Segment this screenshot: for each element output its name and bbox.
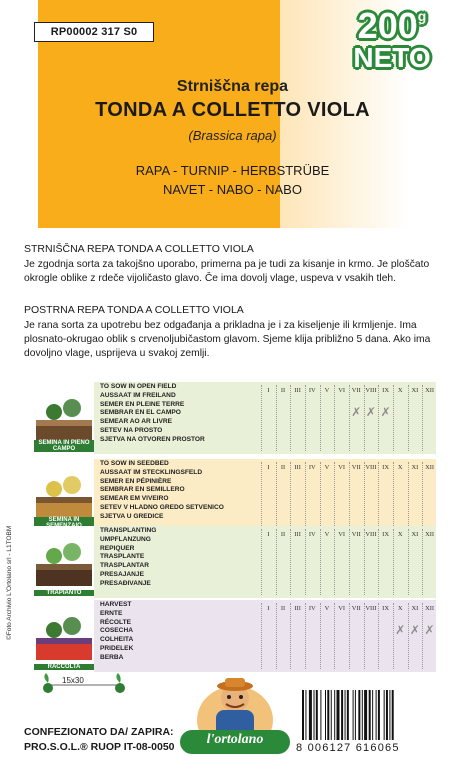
instruction-line: PRESAJANJE — [100, 570, 144, 578]
month-label: III — [294, 605, 301, 612]
month-column — [305, 462, 321, 528]
weight-badge — [322, 5, 462, 73]
instruction-line: AUSSAAT IM STECKLINGSFELD — [100, 468, 203, 476]
month-column — [276, 529, 292, 595]
month-grid — [261, 385, 437, 451]
month-column — [261, 462, 277, 528]
calendar-section-image-label: SEMINA IN PIENO CAMPO — [34, 440, 94, 452]
calendar-section-transplant — [34, 526, 436, 598]
month-column — [349, 462, 365, 528]
spacing-value: 15x30 — [62, 676, 84, 685]
month-label: VI — [338, 531, 346, 538]
latin-name: (Brassica rapa) — [188, 128, 277, 143]
month-column — [276, 385, 292, 451]
month-label: VIII — [365, 464, 377, 471]
month-column — [349, 529, 365, 595]
month-label: II — [280, 531, 286, 538]
calendar-section-instructions — [100, 383, 258, 445]
month-label: V — [324, 387, 330, 394]
instruction-line: SEMBRAR EN EL CAMPO — [100, 409, 181, 417]
month-mark-icon: ✗ — [365, 405, 376, 419]
month-grid — [261, 529, 437, 595]
month-label: V — [324, 464, 330, 471]
month-column — [364, 462, 380, 528]
month-label: X — [397, 387, 403, 394]
month-label: XI — [411, 387, 419, 394]
month-label: VII — [351, 464, 361, 471]
calendar-section-image — [34, 600, 94, 672]
instruction-line: UMPFLANZUNG — [100, 535, 151, 543]
month-column — [305, 603, 321, 669]
month-label: VII — [351, 531, 361, 538]
month-label: V — [324, 605, 330, 612]
weight-number: 200 — [357, 5, 418, 46]
month-label: IX — [382, 464, 390, 471]
packer-label: CONFEZIONATO DA/ ZAPIRA: — [24, 726, 174, 738]
description-text-hr: Je rana sorta za upotrebu bez odgađanja a prikladna je i za kiseljenje ili krmljenje. Ima plosnato-okrugao oblik s crvenoljubičastom glavom. Sjeme klija približno 5 dana. Ako ima dovoljno vlage, usprijeva u svakoj zemlji. — [24, 320, 431, 359]
month-column — [334, 603, 350, 669]
barcode-number: 8 006127 616065 — [296, 742, 400, 754]
instruction-line: SETEV NA PROSTO — [100, 426, 163, 434]
instruction-line: SEMBRAR EN SEMILLERO — [100, 486, 185, 494]
instruction-line: PRIDELEK — [100, 644, 134, 652]
barcode-image — [300, 690, 428, 742]
calendar-section-instructions — [100, 527, 258, 589]
calendar-section-image-label: TRAPIANTO — [34, 590, 94, 596]
month-label: V — [324, 531, 330, 538]
month-column — [261, 603, 277, 669]
month-column — [305, 385, 321, 451]
instruction-line: TO SOW IN SEEDBED — [100, 460, 169, 467]
product-subname: Strniščna repa — [176, 78, 289, 95]
instruction-line: SETEV V HLADNO GREDO SETVENICO — [100, 503, 224, 511]
description-heading-hr: POSTRNA REPA TONDA A COLLETTO VIOLA — [24, 304, 244, 316]
month-column — [290, 385, 306, 451]
month-label: II — [280, 387, 286, 394]
month-column — [408, 462, 424, 528]
common-names-line2: NAVET - NABO - NABO — [163, 182, 302, 197]
month-label: XI — [411, 531, 419, 538]
month-column — [334, 529, 350, 595]
month-label: VIII — [365, 387, 377, 394]
month-column — [261, 385, 277, 451]
weight-label: NETO — [353, 42, 431, 73]
month-mark-icon: ✗ — [351, 405, 362, 419]
month-label: I — [267, 605, 270, 612]
month-label: X — [397, 464, 403, 471]
month-label: VII — [351, 605, 361, 612]
common-names-line1: RAPA - TURNIP - HERBSTRÜBE — [135, 163, 330, 178]
month-label: IX — [382, 387, 390, 394]
instruction-line: TRANSPLANTING — [100, 527, 157, 534]
month-label: II — [280, 464, 286, 471]
month-label: XII — [425, 605, 435, 612]
month-label: I — [267, 387, 270, 394]
month-label: X — [397, 605, 403, 612]
month-column — [422, 529, 438, 595]
month-column — [378, 462, 394, 528]
instruction-line: SEMER EN PÉPINIÈRE — [100, 477, 172, 485]
month-label: II — [280, 605, 286, 612]
brand-logo — [180, 670, 290, 762]
month-mark-icon: ✗ — [380, 405, 391, 419]
month-label: III — [294, 387, 301, 394]
instruction-line: SEMER EN PLEINE TERRE — [100, 400, 185, 408]
month-label: VIII — [365, 531, 377, 538]
month-column — [320, 603, 336, 669]
month-column — [320, 385, 336, 451]
month-label: IV — [308, 605, 316, 612]
calendar-section-image-label: RACCOLTA — [34, 664, 94, 670]
month-mark-icon: ✗ — [424, 623, 435, 637]
month-column — [276, 603, 292, 669]
month-column — [290, 529, 306, 595]
calendar-section-instructions — [100, 601, 258, 663]
month-column — [408, 385, 424, 451]
plant-spacing-icon — [38, 670, 128, 700]
month-label: I — [267, 531, 270, 538]
calendar-section-image-label: SEMINA IN — [34, 517, 94, 529]
calendar-section-sow-bed — [34, 459, 436, 531]
calendar-section-image — [34, 382, 94, 454]
packer-code: PRO.S.O.L.® RUOP IT-08-0050 — [24, 741, 175, 753]
month-label: I — [267, 464, 270, 471]
month-label: XII — [425, 531, 435, 538]
month-label: IX — [382, 605, 390, 612]
instruction-line: PRESAĐIVANJE — [100, 579, 151, 587]
month-grid — [261, 462, 437, 528]
month-mark-icon: ✗ — [409, 623, 420, 637]
calendar-section-image — [34, 459, 94, 531]
month-mark-icon: ✗ — [395, 623, 406, 637]
month-column — [334, 385, 350, 451]
product-title: TONDA A COLLETTO VIOLA — [95, 99, 370, 121]
instruction-line: COLHEITA — [100, 636, 134, 644]
instruction-line: TRASPLANTE — [100, 553, 145, 561]
month-label: IV — [308, 387, 316, 394]
month-column — [393, 529, 409, 595]
instruction-line: BERBA — [100, 653, 124, 661]
month-column — [290, 462, 306, 528]
month-grid — [261, 603, 437, 669]
photo-credit: ©Foto Archivio L'Ortolano srl - L1TOBM — [6, 525, 13, 640]
month-column — [290, 603, 306, 669]
instruction-line: RÉCOLTE — [100, 618, 132, 626]
month-label: VI — [338, 387, 346, 394]
month-column — [334, 462, 350, 528]
month-label: XII — [425, 464, 435, 471]
instruction-line: AUSSAAT IM FREILAND — [100, 391, 176, 399]
instruction-line: SEMEAR AO AR LIVRE — [100, 418, 173, 426]
calendar-section-sow-open — [34, 382, 436, 454]
instruction-line: TO SOW IN OPEN FIELD — [100, 383, 177, 390]
month-column — [364, 603, 380, 669]
month-label: VI — [338, 605, 346, 612]
month-column — [393, 385, 409, 451]
month-label: IV — [308, 464, 316, 471]
product-code: RP00002 317 S0 — [34, 22, 154, 42]
calendar-section-instructions — [100, 460, 258, 522]
month-label: VI — [338, 464, 346, 471]
month-label: IV — [308, 531, 316, 538]
month-label: IX — [382, 531, 390, 538]
instruction-line: ERNTE — [100, 609, 123, 617]
month-column — [276, 462, 292, 528]
month-label: XI — [411, 605, 419, 612]
instruction-line: SEMEAR EM VIVEIRO — [100, 495, 169, 503]
month-column — [422, 385, 438, 451]
instruction-line: COSECHA — [100, 627, 133, 635]
month-column — [378, 529, 394, 595]
month-column — [393, 462, 409, 528]
month-label: X — [397, 531, 403, 538]
month-label: VIII — [365, 605, 377, 612]
calendar-section-harvest — [34, 600, 436, 672]
weight-unit: g — [417, 8, 427, 24]
description-heading-sl: STRNIŠČNA REPA TONDA A COLLETTO VIOLA — [24, 243, 254, 255]
instruction-line: SJETVA U GREDICE — [100, 512, 164, 520]
instruction-line: SJETVA NA OTVOREN PROSTOR — [100, 435, 205, 443]
month-column — [305, 529, 321, 595]
description-text-sl: Je zgodnja sorta za takojšno uporabo, primerna pa je tudi za kisanje in krmo. Je ploščato okrogle oblike z rdeče vijoličasto glavo. Če ima dovolj vlage, uspeva v vsakih tleh. — [24, 259, 430, 284]
month-label: VII — [351, 387, 361, 394]
month-label: III — [294, 464, 301, 471]
month-column — [320, 529, 336, 595]
month-column — [364, 529, 380, 595]
month-column — [378, 603, 394, 669]
instruction-line: TRASPLANTAR — [100, 562, 149, 570]
month-column — [349, 603, 365, 669]
month-column — [408, 529, 424, 595]
brand-name: l'ortolano — [206, 732, 264, 747]
instruction-line: HARVEST — [100, 601, 132, 608]
calendar-section-image — [34, 526, 94, 598]
month-label: XII — [425, 387, 435, 394]
instruction-line: REPIQUER — [100, 544, 135, 552]
month-column — [422, 462, 438, 528]
month-column — [320, 462, 336, 528]
month-column — [261, 529, 277, 595]
month-label: III — [294, 531, 301, 538]
month-label: XI — [411, 464, 419, 471]
